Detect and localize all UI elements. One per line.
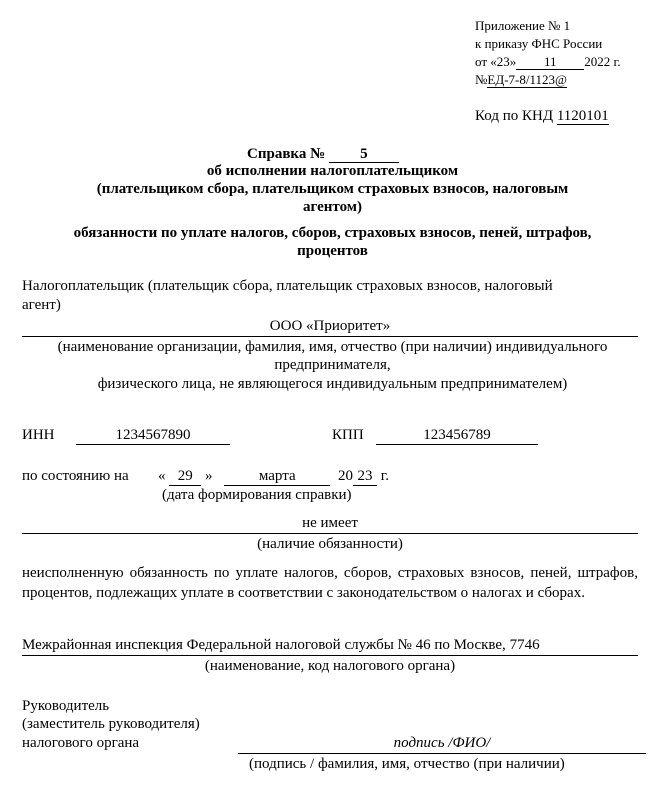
inn-label: ИНН xyxy=(22,427,55,443)
obligation-value: не имеет xyxy=(302,515,358,531)
taxpayer-caption-line3: физического лица, не являющегося индивидуальным предпринимателем) xyxy=(97,376,568,392)
kpp-field xyxy=(376,426,538,445)
appendix-date-month: 11 xyxy=(516,54,584,70)
knd-value: 1120101 xyxy=(556,108,609,124)
authority-line xyxy=(22,636,540,654)
title-prefix: Справка № xyxy=(247,146,326,162)
taxpayer-caption-line1: (наименование организации, фамилия, имя, отчество (при наличии) индивидуального xyxy=(57,339,608,355)
taxpayer-name: ООО «Приоритет» xyxy=(269,318,391,334)
title-number: 5 xyxy=(329,146,399,163)
appendix-number-prefix: № xyxy=(475,72,488,87)
knd-label: Код по КНД xyxy=(475,108,554,124)
as-of-year-prefix: 20 xyxy=(338,468,353,484)
kpp-value: 123456789 xyxy=(376,427,538,445)
taxpayer-caption-line2: предпринимателя, xyxy=(274,357,391,373)
appendix-line2: к приказу ФНС России xyxy=(475,36,603,51)
as-of-open-quote: « xyxy=(158,468,166,484)
title-line3: (плательщиком сбора, плательщиком страховых взносов, налоговым xyxy=(96,181,569,197)
taxpayer-name-line xyxy=(22,336,638,337)
appendix-date xyxy=(475,53,621,70)
signature-placeholder: подпись /ФИО/ xyxy=(393,735,491,751)
appendix-date-year: 2022 г. xyxy=(584,54,621,69)
signature-role-line2: (заместитель руководителя) xyxy=(22,716,200,732)
appendix-line1: Приложение № 1 xyxy=(475,18,571,33)
appendix-date-prefix: от «23» xyxy=(475,54,517,69)
obligation-text: неисполненную обязанность по уплате налогов, сборов, страховых взносов, пеней, штрафов, процентов, подлежащих уплате в соответствии с законодательством о налогах и сборах. xyxy=(22,565,638,601)
as-of-year-suffix: 23 xyxy=(353,468,377,486)
authority-code: 7746 xyxy=(509,637,540,653)
authority-underline xyxy=(22,655,638,656)
as-of-day: 29 xyxy=(169,468,201,486)
as-of-label: по состоянию на xyxy=(22,468,129,484)
signature-line xyxy=(238,753,646,754)
taxpayer-label-line1: Налогоплательщик (плательщик сбора, плательщик страховых взносов, налоговый xyxy=(22,278,553,294)
authority-caption: (наименование, код налогового органа) xyxy=(204,658,456,674)
knd-code xyxy=(475,107,609,125)
taxpayer-label-line2: агент) xyxy=(22,297,61,313)
title-line2: об исполнении налогоплательщиком xyxy=(206,163,459,179)
as-of-caption: (дата формирования справки) xyxy=(162,487,352,503)
as-of-year-unit: г. xyxy=(380,468,389,484)
obligation-caption: (наличие обязанности) xyxy=(257,536,403,552)
as-of-date xyxy=(158,467,389,486)
appendix-number-value: ЕД-7-8/1123@ xyxy=(487,72,567,87)
signature-role-line1: Руководитель xyxy=(22,698,110,714)
title-line4: агентом) xyxy=(302,199,362,215)
as-of-close-quote: » xyxy=(205,468,213,484)
as-of-month: марта xyxy=(224,468,330,486)
inn-value: 1234567890 xyxy=(76,427,230,445)
appendix-number xyxy=(475,71,567,88)
title-line6: процентов xyxy=(297,243,368,259)
kpp-label: КПП xyxy=(332,427,364,443)
title-line5: обязанности по уплате налогов, сборов, страховых взносов, пеней, штрафов, xyxy=(73,225,592,241)
signature-role-line3: налогового органа xyxy=(22,735,140,751)
obligation-line xyxy=(22,533,638,534)
inn-field xyxy=(76,426,230,445)
signature-caption: (подпись / фамилия, имя, отчество (при наличии) xyxy=(249,756,565,772)
title-number-line xyxy=(247,145,399,163)
authority-name: Межрайонная инспекция Федеральной налоговой службы № 46 по Москве, xyxy=(22,637,506,653)
